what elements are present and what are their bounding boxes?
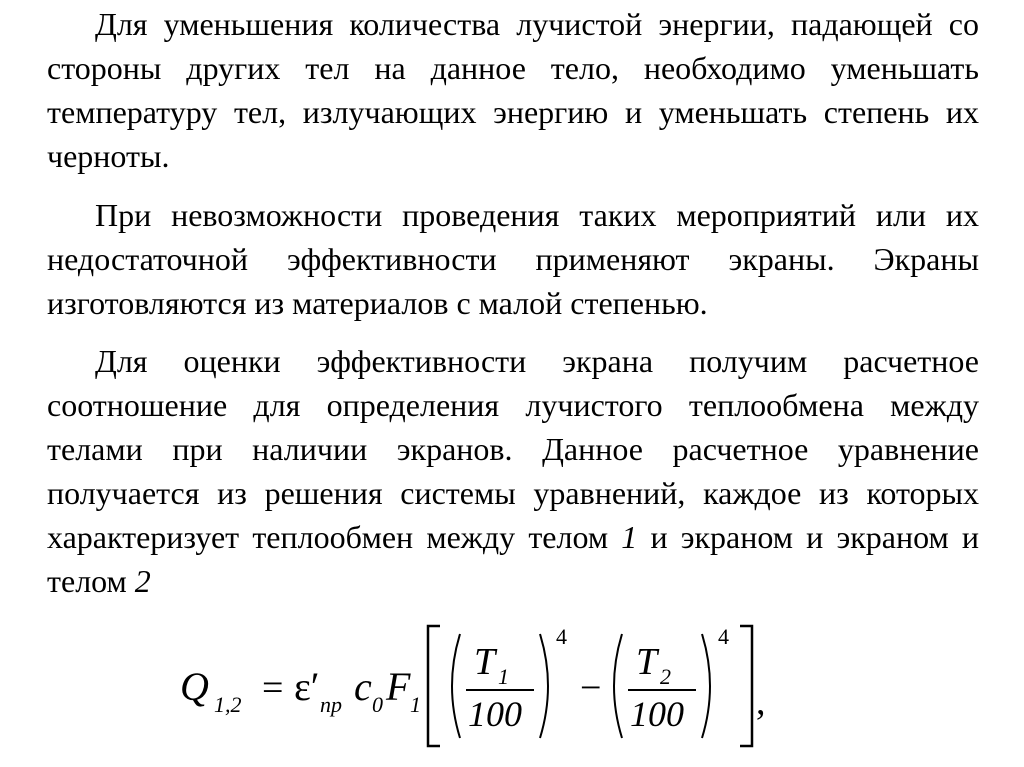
t1-symbol: T	[474, 641, 496, 683]
right-square-bracket	[740, 626, 752, 746]
body-number-1: 1	[621, 519, 638, 555]
f-subscript: 1	[410, 692, 421, 717]
minus-sign: −	[580, 667, 602, 709]
right-paren-2	[702, 634, 710, 738]
body-number-2: 2	[134, 563, 151, 599]
c-symbol: c	[354, 664, 372, 709]
t2-symbol: T	[636, 641, 658, 683]
denominator-2: 100	[630, 694, 684, 734]
exponent-1: 4	[556, 624, 567, 649]
denominator-1: 100	[468, 694, 522, 734]
left-square-bracket	[428, 626, 440, 746]
c-subscript: 0	[372, 692, 383, 717]
paragraph-3-text-b: и экраном и экраном и телом	[47, 519, 980, 599]
trailing-comma: ,	[756, 681, 766, 723]
epsilon-subscript: пр	[320, 692, 342, 717]
left-paren-2	[614, 634, 622, 738]
formula-svg	[178, 618, 778, 758]
t1-subscript: 1	[498, 664, 509, 689]
paragraph-2: При невозможности проведения таких мероприятий или их недостаточной эффективности применяют экраны. Экраны изготовляются из материалов с малой степенью.	[47, 197, 979, 321]
epsilon-symbol: ε′	[294, 664, 320, 709]
q-symbol: Q	[180, 664, 209, 709]
q-subscript: 1,2	[214, 692, 242, 717]
left-paren-1	[452, 634, 460, 738]
heat-exchange-formula	[178, 618, 778, 758]
exponent-2: 4	[718, 624, 729, 649]
paragraph-1: Для уменьшения количества лучистой энергии, падающей со стороны других тел на данное тело, необходимо уменьшать температуру тел, излучающих энергию и уменьшать степень их черноты.	[47, 6, 979, 174]
t2-subscript: 2	[660, 664, 671, 689]
f-symbol: F	[386, 664, 411, 709]
paragraph-3	[47, 339, 979, 603]
right-paren-1	[540, 634, 548, 738]
equals-sign: =	[262, 667, 284, 709]
paragraph-3-text-a: Для оценки эффективности экрана получим расчетное соотношение для определения лучистого теплообмена между телами при наличии экранов. Данное расчетное уравнение получается из решения системы уравнений, каждое из которых характеризует теплообмен между телом	[47, 343, 979, 555]
